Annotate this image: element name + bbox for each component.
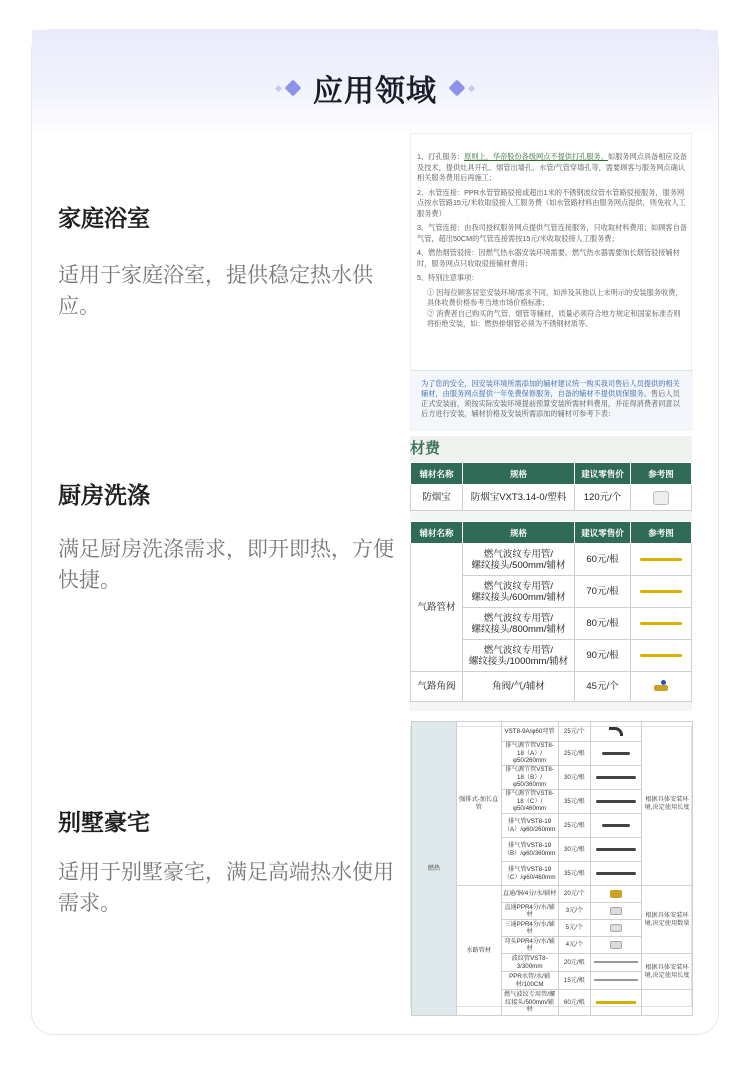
table-row: PPR水管/水/辅材/100CM 15元/根 xyxy=(412,972,693,990)
price-table-2: 辅材名称 规格 建议零售价 参考图 气路管材 燃气波纹专用管/ 螺纹接头/500mm/辅材 60元/根 燃气波纹专用管/ 螺纹接头/600mm/辅材 70元/根 燃气波纹专用管/ 螺纹接头/800mm/辅材 80元/根 燃气波纹专用管/ 螺纹接头/1000mm/辅材 90元/根 气路角阀 角阀/气/辅材 45元/个 xyxy=(410,521,692,702)
list-item: 3、气管连接：由我司授权服务网点提供气管连接服务，只收取材料费用；如顾客自备气管，超出50CM的气管连接需按15元/米收取驳接人工服务费； xyxy=(417,223,687,243)
safety-note: 为了您的安全，因安装环境所需添加的辅材建议统一购买我司售后人员提供的相关辅材，由服务网点提供一年免费保修服务，自备的辅材不提供质保服务。售后人员正式安装前，须按实际安装环境提前预算安装所需材料费用，并征得消费者同意以后方进行安装，辅材价格及安装所需添加的辅材可参考下表： xyxy=(411,370,693,431)
table-row: 排气调节管VST8-18（C）/φ50/460mm 35元/根 xyxy=(412,790,693,814)
table-row: 排气管VST8-19（A）/φ60/260mm 25元/根 xyxy=(412,814,693,838)
table-row: 燃热 强排式-加长直管 VST8-9A/φ60弯管 25元/个 根据具体安装环境,决定使用长度 xyxy=(412,722,693,742)
list-subitem: ② 消费者自己购买的气管、烟管等辅材，质量必须符合地方规定和国家标准否则将拒绝安装，如：燃热排烟管必须为不锈钢材质等。 xyxy=(427,308,681,328)
table-row: 燃气波纹专用管/ 螺纹接头/800mm/辅材 80元/根 xyxy=(411,608,692,640)
table-row: 直通PPR4分/水/辅材 3元/个 xyxy=(412,903,693,920)
section-title-bathroom: 家庭浴室 xyxy=(58,206,150,232)
accessory-price-image xyxy=(410,436,692,711)
table-row: 燃气波纹专用管/ 螺纹接头/600mm/辅材 70元/根 xyxy=(411,576,692,608)
section-title-villa: 别墅豪宅 xyxy=(58,810,150,836)
copper-fitting-icon xyxy=(610,890,622,898)
table-row: 排气管VST8-19（C）/φ60/460mm 35元/根 xyxy=(412,862,693,886)
exhaust-pipe-icon xyxy=(596,800,636,803)
exhaust-pipe-icon xyxy=(596,776,636,779)
ppr-fitting-icon xyxy=(610,907,622,915)
gas-hose-icon xyxy=(640,622,682,625)
title-row xyxy=(32,68,718,108)
table-row: 燃气波纹专用管/ 螺纹接头/1000mm/辅材 90元/根 xyxy=(411,640,692,672)
section-title-kitchen: 厨房洗涤 xyxy=(58,483,150,509)
list-item: 5、特别注意事项： xyxy=(417,273,479,282)
table-row: 排气调节管VST8-18（A）/φ50/260mm 25元/根 xyxy=(412,742,693,766)
section-desc-villa: 适用于别墅豪宅，满足高端热水使用需求。 xyxy=(58,860,394,915)
elbow-pipe-icon xyxy=(609,727,623,736)
table-row: 三通PPR4分/水/辅材 5元/个 xyxy=(412,920,693,937)
exhaust-pipe-icon xyxy=(596,848,636,851)
table-row: 燃气波纹专用管/螺纹接头/500mm/辅材 60元/根 xyxy=(412,990,693,1016)
table-row: 水路管材 直通/铜/4分/水/辅材 20元/个 根据具体安装环境,决定使用数量 xyxy=(412,886,693,903)
list-item: 1、打孔服务：原则上，华帝股份各级网点不提供打孔服务。如服务网点具备相应设备及技术，提供灶具开孔、烟管出墙孔、水管/气管穿墙孔等，需要顾客与服务网点确认相关服务费用后再施工； xyxy=(417,152,687,182)
right-decoration-icon xyxy=(451,82,474,94)
left-decoration-icon xyxy=(276,82,299,94)
section-desc-kitchen: 满足厨房洗涤需求，即开即热，方便快捷。 xyxy=(58,537,394,592)
exhaust-pipe-icon xyxy=(596,872,636,875)
heater-price-table xyxy=(411,721,693,1016)
gas-hose-icon xyxy=(640,590,682,593)
exhaust-pipe-icon xyxy=(602,752,630,755)
tee-fitting-icon xyxy=(610,924,622,932)
table-row: 防烟宝 防烟宝VXT3.14-0/塑料 120元/个 xyxy=(411,485,692,511)
table-row: 排气管VST8-19（B）/φ60/360mm 30元/根 xyxy=(412,838,693,862)
gas-hose-icon xyxy=(596,1001,636,1004)
gas-hose-icon xyxy=(640,654,682,657)
gas-hose-icon xyxy=(640,558,682,561)
table-heading: 材费 xyxy=(410,436,692,462)
list-item: 2、水管连接：PPR水管管路驳接或超出1米的不锈钢波纹管水管路驳接服务，服务网点按水管路15元/米收取驳接人工服务费（如水管路材料由服务网点提供，则免收人工服务费） xyxy=(417,187,686,218)
smoke-guard-icon xyxy=(653,491,669,505)
page-title: 应用领域 xyxy=(313,74,437,109)
corrugated-pipe-icon xyxy=(594,961,638,963)
table-row: 气路管材 燃气波纹专用管/ 螺纹接头/500mm/辅材 60元/根 xyxy=(411,544,692,576)
table-row: 气路角阀 角阀/气/辅材 45元/个 xyxy=(411,672,692,702)
list-subitem: ① 因每位顾客居室安装环境/需求不同，如涉及其他以上未明示的安装服务收费，具体收费价格参考当地市场价格标准； xyxy=(427,287,683,307)
heater-accessory-image xyxy=(410,726,692,1014)
table-row: 排气调节管VST8-18（B）/φ50/360mm 30元/根 xyxy=(412,766,693,790)
service-notes-image xyxy=(410,133,692,430)
table-row: 弯头PPR4分/水/辅材 4元/个 xyxy=(412,937,693,954)
ppr-pipe-icon xyxy=(594,979,638,981)
elbow-fitting-icon xyxy=(610,941,622,949)
price-table-1: 辅材名称 规格 建议零售价 参考图 防烟宝 防烟宝VXT3.14-0/塑料 120元/个 xyxy=(410,462,692,511)
service-notes-list xyxy=(417,152,687,330)
exhaust-pipe-icon xyxy=(602,824,630,827)
angle-valve-icon xyxy=(652,680,670,694)
table-row: 波纹管VST8-3/300mm 20元/根 根据具体安装环境,决定使用长度 xyxy=(412,954,693,972)
section-desc-bathroom: 适用于家庭浴室，提供稳定热水供应。 xyxy=(58,263,373,318)
list-item: 4、燃热烟管驳接：因燃气热水器安装环境需要，燃气热水器需要加长烟管驳接辅材时，服务网点只收取驳接辅材费用； xyxy=(417,248,680,268)
